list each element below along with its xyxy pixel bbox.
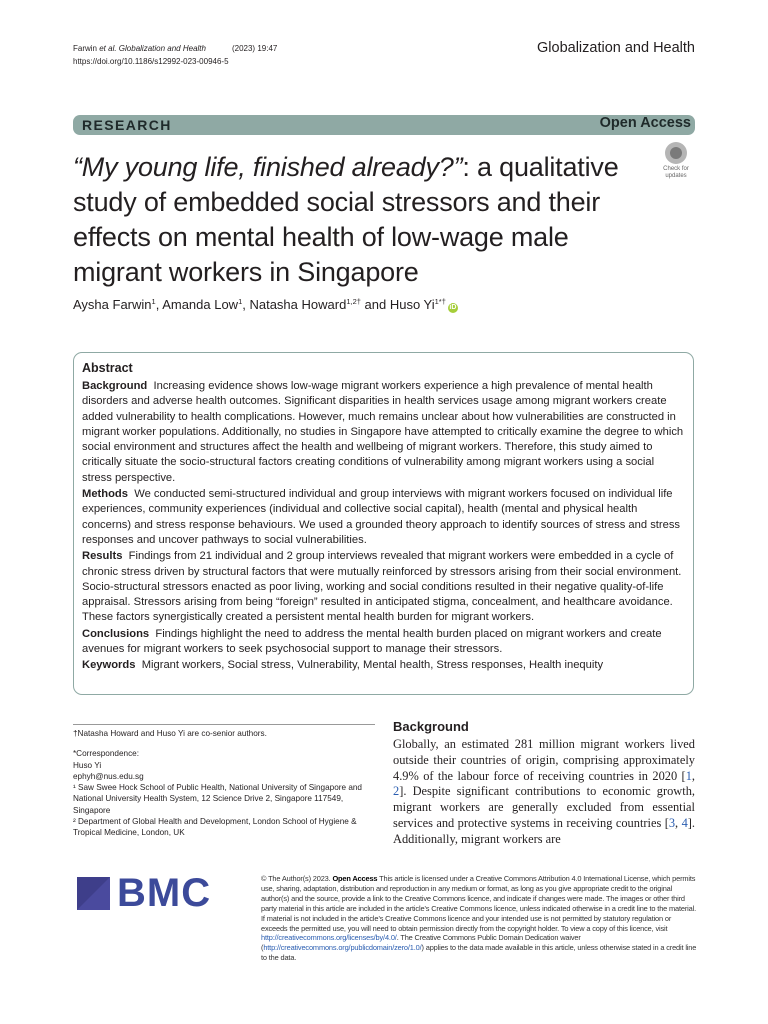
citation-line [73,42,277,55]
bmc-logo-text: BMC [117,871,212,915]
abstract-keywords: Keywords Migrant workers, Social stress, Vulnerability, Mental health, Stress responses, Health inequity [82,659,604,672]
title-rest: : a qualitative study of embedded social stressors and their effects on mental health of low-wage male migrant workers in Singapore [73,152,619,287]
abstract-methods: Methods We conducted semi-structured individual and group interviews with migrant workers focused on individual life experiences, community experiences (individual and collective social capital), health (mental and physical health concerns) and stress response behaviours. We used a grounded theory approach to identify sources of stress and stress responses and uncover pathways to social vulnerabilities. [82,488,681,546]
citation-ref[interactable]: 1 [685,768,692,783]
citation-header [73,42,277,68]
article-title [73,150,653,290]
affiliation-1: ¹ Saw Swee Hock School of Public Health, National University of Singapore and National University Health System, 12 Science Drive 2, Singapore 117549, Singapore [73,783,362,815]
doi-link[interactable]: https://doi.org/10.1186/s12992-023-00946-5 [73,57,229,66]
check-updates-icon [665,142,687,164]
correspondence-email[interactable]: ephyh@nus.edu.sg [73,771,144,781]
body-paragraph: Globally, an estimated 281 million migrant workers lived outside their countries of origin, comprising approximately 4.9% of the labour force of receiving countries in 2020 [1, 2]. Despite significant contributions to economic growth, migrant workers are generally excluded from essential services and protective systems in receiving countries [3, 4]. Additionally, migrant workers are [393,737,695,846]
author-name[interactable]: Aysha Farwin [73,297,152,312]
coauthor-note: †Natasha Howard and Huso Yi are co-senior authors. [73,729,267,738]
license-statement: © The Author(s) 2023. Open Access This article is licensed under a Creative Commons Attribution 4.0 International License, which permits use, sharing, adaptation, distribution and reproduction in any medium or format, as long as you give appropriate credit to the original author(s) and the source, provide a link to the Creative Commons licence, and indicate if changes were made. The images or other third party material in this article are included in the article’s Creative Commons licence, unless indicated otherwise in a credit line to the material. If material is not included in the article’s Creative Commons licence and your intended use is not permitted by statutory regulation or exceeds the permitted use, you will need to obtain permission directly from the copyright holder. To view a copy of this licence, visit http://creativecommons.org/licenses/by/4.0/. The Creative Commons Public Domain Dedication waiver (http://creativecommons.org/publicdomain/zero/1.0/) applies to the data made available in this article, unless otherwise stated in a credit line to the data. [261,874,697,963]
citation-ref[interactable]: 4 [681,815,688,830]
title-quote: “My young life, finished already?” [73,152,463,182]
correspondence-name: Huso Yi [73,760,102,770]
abstract-results: Results Findings from 21 individual and 2 group interviews revealed that migrant workers were embedded in a cycle of chronic stress driven by structural factors that were mutually reinforced by stressors arising from their social environment. Socio-structural stressors enacted as poor living, working and social conditions resulted in their negative quality-of-life appraisal. Stressors arising from being “foreign” resulted in anticipated stigma, concealment, and healthcare avoidance. These factors synergistically created a persistent mental health burden for migrant workers. [82,550,682,624]
affiliation-2: ² Department of Global Health and Development, London School of Hygiene & Tropical Medicine, London, UK [73,817,357,838]
check-updates-text: Check for updates [663,166,689,179]
footnote-divider [73,724,375,725]
check-for-updates-badge[interactable] [658,142,694,180]
abstract-heading: Abstract [82,361,133,375]
citation-year: (2023) 19:47 [231,44,278,53]
author-list: Aysha Farwin$^1$, Amanda Low$^1$, Natasha Howard$^{1,2\dagger}$ and Huso $Yi^{1*\dagger}iD$ [73,297,457,312]
citation-ref[interactable]: 2 [393,784,400,799]
abstract-background: Background Increasing evidence shows low-wage migrant workers experience a high prevalence of mental health disorders and adverse health outcomes. Significant disparities in health services usage among migrant workers create added vulnerability to health complications. However, much remains unclear about how vulnerabilities are constructed in migrant worker populations. Additionally, no studies in Singapore have attempted to critically examine the degree to which social environment and structures affect the health and wellbeing of migrant workers. Therefore, this study aimed to critically situate the socio-structural factors creating conditions of vulnerability among migrant workers using a social stress perspective. [82,380,684,484]
abstract-conclusions: Conclusions Findings highlight the need to address the mental health burden placed on migrant workers and create avenues for migrant workers to seek psychosocial support to manage their stressors. [82,627,662,656]
bmc-logo [77,871,217,915]
journal-name: Globalization and Health [537,40,695,56]
author-name[interactable]: , Natasha Howard [242,297,347,312]
correspondence-label: *Correspondence: [73,749,139,759]
article-type-label: RESEARCH [82,117,172,133]
citation-journal: et al. Globalization and Health [99,44,206,53]
author-name[interactable]: and Huso Yi [360,297,435,312]
license-link[interactable]: http://creativecommons.org/licenses/by/4.0/ [261,933,397,943]
citation-ref[interactable]: 3 [668,815,676,830]
bmc-logo-icon [77,877,110,910]
section-heading-background: Background [393,719,469,734]
footnotes [73,728,373,839]
citation-prefix: Farwin [73,44,100,53]
author-name[interactable]: , Amanda Low [155,297,239,312]
public-domain-link[interactable]: http://creativecommons.org/publicdomain/zero/1.0/ [263,943,422,953]
open-access-label: Open Access [599,115,691,131]
orcid-icon[interactable]: iD [449,304,457,311]
article-type-banner [73,115,695,135]
abstract-box [73,352,694,695]
